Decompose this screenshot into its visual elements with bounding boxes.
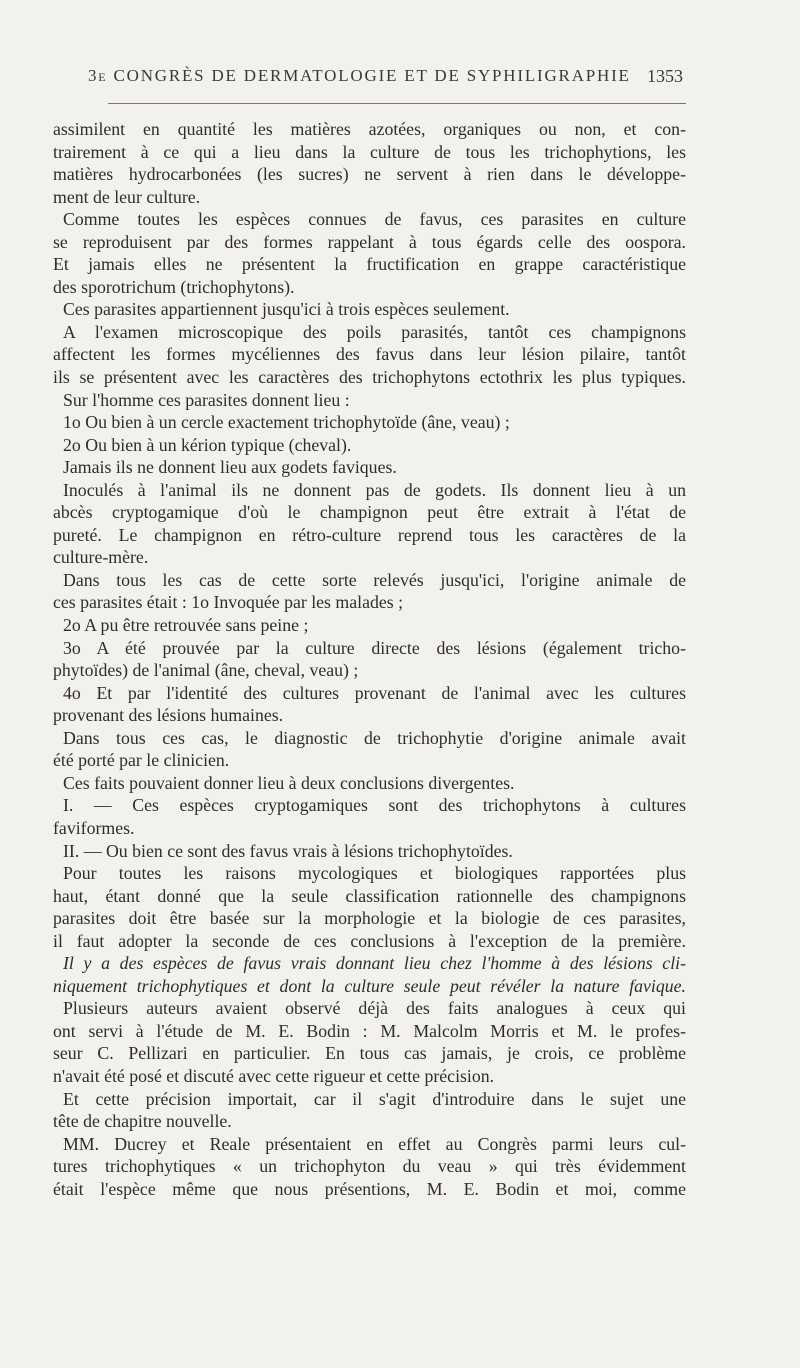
text-line: ment de leur culture. — [53, 186, 201, 207]
text-line: phytoïdes) de l'animal (âne, cheval, veau) ; — [53, 660, 359, 681]
text-line: Sur l'homme ces parasites donnent lieu : — [63, 389, 350, 410]
header-title: 3e CONGRÈS DE DERMATOLOGIE ET DE SYPHILIGRAPHIE — [88, 66, 631, 85]
text-line: tête de chapitre nouvelle. — [53, 1111, 232, 1132]
text-line: assimilent en quantité les matières azotées, organiques ou non, et con- — [53, 119, 686, 139]
text-line: 4o Et par l'identité des cultures provenant de l'animal avec les cultures — [63, 682, 686, 703]
text-line: ces parasites était : 1o Invoquée par les malades ; — [53, 592, 404, 613]
text-line: culture-mère. — [53, 547, 149, 568]
text-line: ont servi à l'étude de M. E. Bodin : M. Malcolm Morris et M. le profes- — [53, 1020, 686, 1041]
text-line: parasites doit être basée sur la morphologie et la biologie de ces parasites, — [53, 908, 686, 929]
text-line: pureté. Le champignon en rétro-culture reprend tous les caractères de la — [53, 524, 686, 545]
text-line: I. — Ces espèces cryptogamiques sont des trichophytons à cultures — [63, 795, 686, 816]
text-line: 1o Ou bien à un cercle exactement trichophytoïde (âne, veau) ; — [63, 412, 510, 433]
text-line: affectent les formes mycéliennes des favus dans leur lésion pilaire, tantôt — [53, 344, 686, 365]
text-line: Dans tous ces cas, le diagnostic de trichophytie d'origine animale avait — [63, 727, 686, 748]
text-line: Ces parasites appartiennent jusqu'ici à trois espèces seulement. — [63, 299, 510, 320]
body-text — [53, 118, 686, 1200]
text-line: 3o A été prouvée par la culture directe des lésions (également tricho- — [63, 637, 686, 658]
text-line: Et cette précision importait, car il s'agit d'introduire dans le sujet une — [63, 1088, 686, 1109]
text-line: tures trichophytiques « un trichophyton du veau » qui très évidemment — [53, 1156, 686, 1177]
text-line: n'avait été posé et discuté avec cette rigueur et cette précision. — [53, 1065, 495, 1086]
text-line: 2o A pu être retrouvée sans peine ; — [63, 615, 309, 636]
text-line: Ces faits pouvaient donner lieu à deux conclusions divergentes. — [63, 772, 515, 793]
text-line: des sporotrichum (trichophytons). — [53, 276, 295, 297]
text-line: ils se présentent avec les caractères des trichophytons ectothrix les plus typiques. — [53, 367, 686, 388]
text-line: Dans tous les cas de cette sorte relevés jusqu'ici, l'origine animale de — [63, 569, 686, 590]
text-line: il faut adopter la seconde de ces conclusions à l'exception de la première. — [53, 930, 686, 951]
text-line: II. — Ou bien ce sont des favus vrais à lésions trichophytoïdes. — [63, 840, 513, 861]
text-line: Il y a des espèces de favus vrais donnant lieu chez l'homme à des lésions cli- — [63, 953, 686, 974]
page-number: 1353 — [647, 66, 683, 86]
header-rule — [108, 103, 686, 104]
text-line: faviformes. — [53, 817, 135, 838]
text-line: trairement à ce qui a lieu dans la culture de tous les trichophytions, les — [53, 141, 686, 162]
text-line: Comme toutes les espèces connues de favus, ces parasites en culture — [63, 209, 686, 230]
text-line: 2o Ou bien à un kérion typique (cheval). — [63, 434, 352, 455]
text-line: haut, étant donné que la seule classification rationnelle des champignons — [53, 885, 686, 906]
text-line: été porté par le clinicien. — [53, 750, 230, 771]
text-line: Plusieurs auteurs avaient observé déjà des faits analogues à ceux qui — [63, 998, 686, 1019]
text-line: MM. Ducrey et Reale présentaient en effet au Congrès parmi leurs cul- — [63, 1133, 686, 1154]
running-header — [0, 66, 800, 94]
text-line: matières hydrocarbonées (les sucres) ne servent à rien dans le développe- — [53, 164, 686, 185]
text-line: niquement trichophytiques et dont la culture seule peut révéler la nature favique. — [53, 975, 686, 996]
text-line: se reproduisent par des formes rappelant à tous égards celle des oospora. — [53, 231, 686, 252]
text-line: Inoculés à l'animal ils ne donnent pas de godets. Ils donnent lieu à un — [63, 479, 686, 500]
text-line: était l'espèce même que nous présentions, M. E. Bodin et moi, comme — [53, 1178, 686, 1199]
text-line: Jamais ils ne donnent lieu aux godets faviques. — [63, 457, 397, 478]
text-line: Et jamais elles ne présentent la fructification en grappe caractéristique — [53, 254, 686, 275]
text-line: abcès cryptogamique d'où le champignon peut être extrait à l'état de — [53, 502, 686, 523]
text-line: seur C. Pellizari en particulier. En tous cas jamais, je crois, ce problème — [53, 1043, 686, 1064]
text-line: Pour toutes les raisons mycologiques et biologiques rapportées plus — [63, 863, 686, 884]
text-line: provenant des lésions humaines. — [53, 705, 284, 726]
text-line: A l'examen microscopique des poils parasités, tantôt ces champignons — [63, 321, 686, 342]
